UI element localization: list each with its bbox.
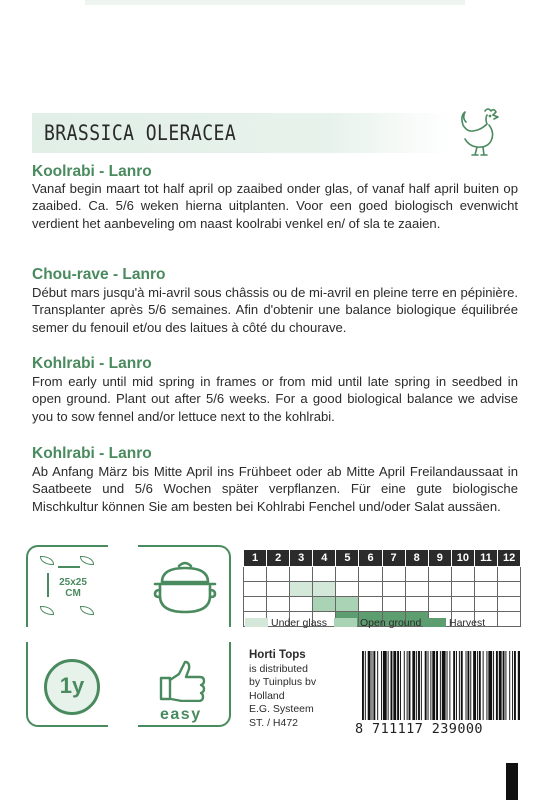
latin-name: BRASSICA OLERACEA [44,121,237,145]
calendar-month-header: 10 [451,550,474,567]
calendar-row [244,567,521,582]
calendar-cell [336,597,359,612]
calendar-month-header: 11 [474,550,497,567]
calendar-cell [290,597,313,612]
calendar-header-row [244,550,521,567]
calendar-month-header: 4 [313,550,336,567]
calendar-month-header: 8 [405,550,428,567]
pot-icon [152,556,218,616]
barcode-bar [425,651,427,720]
barcode-bar [430,651,431,720]
barcode-bar [459,651,460,720]
company-line: ST. / H472 [249,716,299,729]
barcode-bar [466,651,467,720]
calendar-cell [336,567,359,582]
calendar-cell [244,582,267,597]
barcode-bar [365,651,366,720]
calendar-cell [498,567,521,582]
barcode-bar [409,651,411,720]
cycle-label: 1y [59,673,85,698]
barcode-bar [461,651,463,720]
barcode-bar [381,651,382,720]
calendar-cell [474,582,497,597]
barcode-bar [436,651,438,720]
spacing-label [57,577,89,599]
barcode-bar [372,651,373,720]
barcode-bar [486,651,487,720]
calendar-cell [382,597,405,612]
section-title-nl: Koolrabi - Lanro [32,163,152,180]
barcode-bar [383,651,387,720]
section-body-de: Ab Anfang März bis Mitte April ins Frühbeet oder ab Mitte April Freilandaussaat in Saatbeete und 5/6 Wochen später verpflanzen. Für eine gute biologische Mischkultur können Sie am besten bei Kohlrabi Fenchel und/oder Salat aussäen. [32,464,518,514]
top-rule [85,0,465,5]
horizontal-arrow-icon [58,566,80,568]
calendar-month-header: 6 [359,550,382,567]
calendar-row [244,582,521,597]
barcode-bar [453,651,455,720]
calendar-month-header: 7 [382,550,405,567]
calendar-cell [244,597,267,612]
calendar-cell [405,582,428,597]
calendar-row [244,597,521,612]
barcode-bar [456,651,457,720]
calendar-cell [359,567,382,582]
section-body-nl: Vanaf begin maart tot half april op zaaibed onder glas, of vanaf half april buiten op zaaibed. Ca. 5/6 weken hierna uitplanten. Voor een goed biologisch evenwicht verdient het aanbeveling om naast koolrabi venkel en/ of sla te zaaien. [32,181,518,231]
calendar-cell [313,567,336,582]
calendar-month-header: 5 [336,550,359,567]
calendar-cell [428,567,451,582]
barcode-bar [400,651,401,720]
barcode-bar [514,651,516,720]
barcode-bar [473,651,476,720]
calendar-cell [405,567,428,582]
difficulty-label: easy [160,706,202,723]
barcode-bar [362,651,364,720]
rooster-icon [455,105,505,159]
legend-harvest: Harvest [449,617,486,629]
barcode-bar [432,651,435,720]
barcode-bar [388,651,389,720]
calendar-cell [336,582,359,597]
barcode-bar [404,651,405,720]
legend-swatch-open-ground [334,618,357,627]
section-body-en: From early until mid spring in frames or from mid until late spring in seedbed in open ground. Plant out after 5/6 weeks. For a good biological balance we advise you to sow fennel and/or lettuce next to the kohlrabi. [32,374,518,424]
calendar-cell [382,567,405,582]
company-info [249,649,316,731]
calendar-month-header: 9 [428,550,451,567]
calendar-month-header: 12 [498,550,521,567]
calendar-cell [451,597,474,612]
barcode-bar [377,651,378,720]
barcode-bar [483,651,484,720]
barcode-bar [470,651,471,720]
barcode-bar [416,651,417,720]
company-line: E.G. Systeem [249,703,314,716]
barcode-bar [368,651,371,720]
calendar-cell [405,597,428,612]
barcode-bar [397,651,399,720]
company-line: Holland [249,689,285,702]
calendar-cell [474,567,497,582]
barcode-bar [393,651,396,720]
calendar-month-header: 1 [244,550,267,567]
calendar-cell [290,582,313,597]
barcode-bar [509,651,510,720]
barcode-bar [467,651,469,720]
barcode-bar [499,651,502,720]
calendar-month-header: 3 [290,550,313,567]
barcode-bar [428,651,429,720]
calendar-cell [498,582,521,597]
calendar-cell [428,582,451,597]
calendar-cell [244,567,267,582]
legend-under-glass: Under glass [271,617,328,629]
calendar-cell [359,582,382,597]
calendar-cell [313,582,336,597]
thumbs-up-icon [158,660,208,702]
barcode-bar [421,651,422,720]
barcode-digits: 8 711117 239000 [355,721,483,737]
calendar-cell [313,597,336,612]
calendar-cell [498,597,521,612]
calendar-cell [267,582,290,597]
calendar-month-header: 2 [267,550,290,567]
barcode-bar [391,651,393,720]
barcode-bar [479,651,481,720]
legend-swatch-harvest [423,618,446,627]
calendar-cell [267,597,290,612]
barcode-bar [477,651,478,720]
bottom-mark [506,763,518,800]
barcode-bar [496,651,498,720]
barcode-bar [505,651,506,720]
calendar-cell [382,582,405,597]
legend-swatch-under-glass [245,618,268,627]
section-body-fr: Début mars jusqu'à mi-avril sous châssis ou de mi-avril en pleine terre en pépinière. Transplanter après 5/6 semaines. Afin d'obtenir une balance biologique équilibrée semer du fenouil et/ou des laitues à côté du chourave. [32,285,518,335]
barcode-bar [440,651,441,720]
section-title-de: Kohlrabi - Lanro [32,445,152,462]
barcode-bar [447,651,448,720]
barcode-bar [503,651,505,720]
barcode-bar [412,651,415,720]
section-title-en: Kohlrabi - Lanro [32,355,152,372]
barcode-bar [373,651,375,720]
calendar-cell [267,567,290,582]
calendar-cell [451,567,474,582]
barcode [362,651,520,720]
barcode-bar [512,651,513,720]
barcode-bar [442,651,446,720]
calendar-cell [359,597,382,612]
barcode-bar [418,651,420,720]
company-line: is distributed [249,662,308,675]
legend-open-ground: Open ground [360,617,422,629]
barcode-bar [407,651,408,720]
barcode-bar [493,651,494,720]
calendar-cell [451,582,474,597]
calendar-cell [498,612,521,627]
spacing-value: 25x25 [59,577,87,588]
section-title-fr: Chou-rave - Lanro [32,266,166,283]
spacing-unit: CM [65,588,81,599]
calendar-cell [290,567,313,582]
calendar-cell [428,597,451,612]
company-name: Horti Tops [249,649,306,661]
company-line: by Tuinplus bv [249,676,317,689]
calendar-cell [474,597,497,612]
vertical-arrow-icon [47,573,49,597]
sowing-calendar [243,549,521,627]
barcode-bar [488,651,492,720]
barcode-bar [518,651,520,720]
barcode-bar [449,651,450,720]
